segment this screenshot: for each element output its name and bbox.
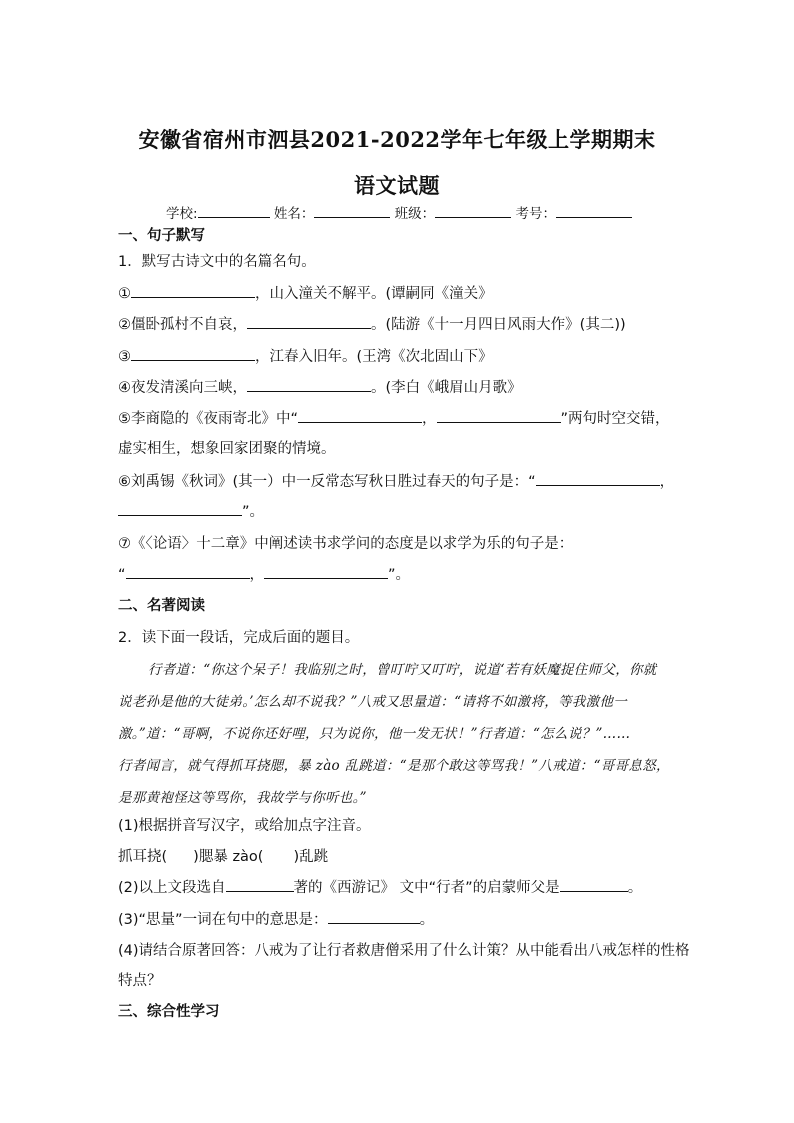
- sub-question-4-continuation: 特点？: [118, 973, 162, 989]
- answer-blank[interactable]: [247, 314, 371, 329]
- name-label: 姓名：: [273, 206, 315, 222]
- sub-question-1-items: 抓耳挠( )腮暴 zào( )乱跳: [118, 849, 329, 865]
- answer-blank[interactable]: [536, 471, 660, 486]
- name-blank[interactable]: [314, 203, 390, 218]
- school-blank[interactable]: [198, 203, 270, 218]
- sub-question-4: (4)请结合原著回答：八戒为了让行者救唐僧采用了什么计策？从中能看出八戒怎样的性格: [118, 943, 690, 959]
- q1-item3: ③ ，江春入旧年。(王湾《次北固山下》: [118, 345, 493, 366]
- answer-blank[interactable]: [131, 346, 255, 361]
- class-blank[interactable]: [435, 203, 511, 218]
- answer-blank[interactable]: [437, 408, 561, 423]
- q1-item6: ⑥刘禹锡《秋词》(其一）中一反常态写秋日胜过春天的句子是：“ ，: [118, 470, 674, 491]
- q1-item7-continuation: “ ， ”。: [118, 563, 410, 584]
- passage-line-5: 是那黄袍怪这等骂你，我故学与你听也。”: [118, 790, 367, 806]
- q1-item1: ① ，山入潼关不解平。(谭嗣同《潼关》: [118, 282, 493, 303]
- class-label: 班级：: [394, 206, 436, 222]
- passage-line-4: 行者闻言，就气得抓耳挠腮，暴 zào 乱跳道：“是那个敢这等骂我！”八戒道：“哥哥息怒，: [118, 758, 670, 774]
- answer-blank[interactable]: [560, 877, 628, 892]
- sub-question-3: (3)“思量”一词在句中的意思是： 。: [118, 908, 434, 929]
- question1-stem: 1．默写古诗文中的名篇名句。: [118, 254, 316, 270]
- q1-item5: ⑤李商隐的《夜雨寄北》中“ ， ”两句时空交错，: [118, 407, 670, 428]
- q1-item6-continuation: ”。: [118, 500, 264, 521]
- answer-blank[interactable]: [247, 377, 371, 392]
- student-info-row: [166, 202, 632, 222]
- number-blank[interactable]: [556, 203, 632, 218]
- q1-item7: ⑦《〈论语〉十二章》中阐述读书求学问的态度是以求学为乐的句子是：: [118, 536, 574, 552]
- answer-blank[interactable]: [328, 909, 420, 924]
- q1-item4: ④夜发清溪向三峡， 。(李白《峨眉山月歌》: [118, 376, 522, 397]
- sub-question-1: (1)根据拼音写汉字，或给加点字注音。: [118, 818, 371, 834]
- question2-stem: 2．读下面一段话，完成后面的题目。: [118, 630, 360, 646]
- answer-blank[interactable]: [226, 877, 294, 892]
- passage-line-1: 行者道：“你这个呆子！我临别之时，曾叮咛又叮咛，说道‘若有妖魔捉住师父，你就: [148, 662, 657, 678]
- passage-line-3: 激。”道：“哥啊，不说你还好哩，只为说你，他一发无状！”行者道：“怎么说？”……: [118, 726, 631, 742]
- q1-item5-continuation: 虚实相生，想象回家团聚的情境。: [118, 441, 336, 457]
- answer-blank[interactable]: [131, 283, 255, 298]
- exam-subtitle: 语文试题: [354, 173, 440, 198]
- answer-blank[interactable]: [126, 564, 250, 579]
- number-label: 考号：: [515, 206, 556, 222]
- answer-blank[interactable]: [264, 564, 388, 579]
- q1-item2: ②僵卧孤村不自哀， 。(陆游《十一月四日风雨大作》(其二)): [118, 313, 626, 334]
- answer-blank[interactable]: [298, 408, 422, 423]
- sub-question-2: (2)以上文段选自 著的《西游记》 文中“行者”的启蒙师父是 。: [118, 876, 642, 897]
- section3-heading: 三、综合性学习: [118, 1004, 220, 1020]
- passage-line-2: 说老孙是他的大徒弟。’怎么却不说我？”八戒又思量道：“请将不如激将，等我激他一: [118, 694, 628, 710]
- exam-title: 安徽省宿州市泗县2021-2022学年七年级上学期期末: [138, 127, 656, 152]
- section1-heading: 一、句子默写: [118, 228, 205, 244]
- school-label: 学校:: [166, 206, 198, 222]
- answer-blank[interactable]: [118, 501, 242, 516]
- section2-heading: 二、名著阅读: [118, 598, 205, 614]
